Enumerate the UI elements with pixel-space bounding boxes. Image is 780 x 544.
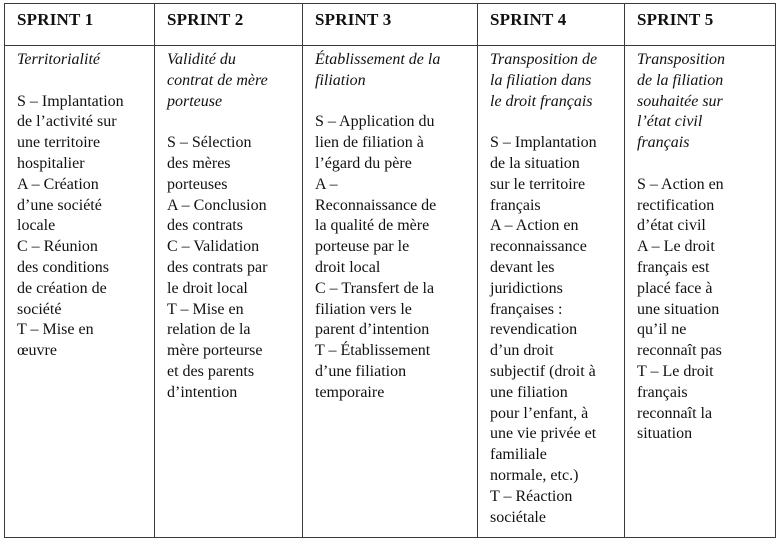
sprint-body-line: la qualité de mère (315, 217, 430, 235)
sprint-body-line: familiale (490, 446, 547, 464)
sprint-body-line: d’état civil (637, 217, 706, 235)
sprint-body-line: T – Réaction (490, 487, 573, 505)
sprint-title-line: le droit français (490, 92, 593, 110)
sprint-body-line: reconnaissance (490, 238, 587, 256)
sprint-cell (625, 46, 776, 538)
sprint-body-line: français (490, 196, 541, 214)
sprint-body-line: mère porteurse (167, 342, 263, 360)
sprint-cell (478, 46, 625, 538)
sprint-body-line: reconnaît la (637, 404, 713, 422)
sprint-body-line: situation (637, 425, 693, 443)
sprint-title-line: filiation (315, 71, 366, 89)
sprint-body-line: françaises : (490, 300, 563, 318)
sprint-table (4, 3, 776, 538)
column-header: SPRINT 2 (155, 4, 303, 46)
sprint-title-line: porteuse (167, 92, 223, 110)
sprint-body-line: des contrats par (167, 258, 268, 276)
sprint-body (315, 112, 473, 403)
sprint-body-line: S – Implantation (17, 92, 124, 110)
sprint-body-line: français est (637, 258, 710, 276)
sprint-cell (155, 46, 303, 538)
column-header: SPRINT 5 (625, 4, 776, 46)
sprint-body-line: S – Implantation (490, 134, 597, 152)
sprint-title-line: de la filiation (637, 71, 724, 89)
column-header: SPRINT 1 (5, 4, 155, 46)
sprint-body-line: droit local (315, 258, 381, 276)
sprint-title-line: la filiation dans (490, 71, 592, 89)
sprint-body-line: C – Validation (167, 238, 260, 256)
sprint-body-line: des contrats (167, 217, 243, 235)
sprint-body-line: le droit local (167, 279, 248, 297)
column-header: SPRINT 4 (478, 4, 625, 46)
sprint-body-line: A – Création (17, 175, 99, 193)
sprint-title (637, 50, 771, 154)
sprint-body-line: filiation vers le (315, 300, 412, 318)
sprint-body-line: A – Le droit (637, 238, 715, 256)
sprint-body (637, 175, 771, 445)
sprint-body-line: d’intention (167, 383, 238, 401)
sprint-body-line: une vie privée et (490, 425, 597, 443)
sprint-body-line: juridictions (490, 279, 563, 297)
sprint-body-line: des mères (167, 154, 231, 172)
sprint-body-line: T – Mise en (167, 300, 244, 318)
content-row (5, 46, 776, 538)
sprint-body-line: parent d’intention (315, 321, 430, 339)
sprint-body-line: T – Établissement (315, 342, 431, 360)
sprint-body-line: relation de la (167, 321, 251, 339)
sprint-body-line: devant les (490, 258, 555, 276)
sprint-body-line: locale (17, 217, 56, 235)
header-row (5, 4, 776, 46)
sprint-title (315, 50, 473, 92)
sprint-body-line: subjectif (droit à (490, 362, 596, 380)
sprint-title (167, 50, 298, 112)
sprint-body-line: temporaire (315, 383, 385, 401)
sprint-body-line: A – (315, 175, 338, 193)
sprint-body-line: rectification (637, 196, 715, 214)
sprint-body-line: T – Le droit (637, 362, 714, 380)
sprint-body-line: C – Transfert de la (315, 279, 435, 297)
sprint-body-line: d’un droit (490, 342, 554, 360)
sprint-body-line: de la situation (490, 154, 580, 172)
sprint-body-line: S – Action en (637, 175, 724, 193)
sprint-body-line: C – Réunion (17, 238, 98, 256)
sprint-title-line: Validité du (167, 51, 236, 68)
sprint-body-line: reconnaît pas (637, 342, 722, 360)
sprint-body-line: T – Mise en (17, 321, 94, 339)
sprint-body-line: placé face à (637, 279, 713, 297)
sprint-title (17, 50, 150, 71)
sprint-body-line: revendication (490, 321, 578, 339)
sprint-body-line: société (17, 300, 62, 318)
sprint-body-line: S – Application du (315, 113, 435, 131)
sprint-title-line: Établissement de la (315, 51, 441, 68)
sprint-body-line: œuvre (17, 342, 57, 360)
sprint-title-line: contrat de mère (167, 71, 268, 89)
sprint-title-line: Transposition (637, 51, 726, 68)
sprint-body-line: une territoire (17, 134, 101, 152)
sprint-cell (303, 46, 478, 538)
sprint-title (490, 50, 620, 112)
sprint-body-line: normale, etc.) (490, 466, 579, 484)
sprint-body-line: lien de filiation à (315, 134, 424, 152)
sprint-body-line: qu’il ne (637, 321, 687, 339)
sprint-body-line: de création de (17, 279, 107, 297)
sprint-title-line: français (637, 134, 690, 152)
sprint-body-line: d’une filiation (315, 362, 407, 380)
sprint-title-line: souhaitée sur (637, 92, 723, 110)
sprint-body-line: sur le territoire (490, 175, 586, 193)
sprint-title-line: Transposition de (490, 51, 598, 68)
sprint-body-line: et des parents (167, 362, 255, 380)
sprint-body (490, 133, 620, 528)
sprint-body-line: porteuses (167, 175, 228, 193)
sprint-body-line: français (637, 383, 688, 401)
sprint-body-line: l’égard du père (315, 154, 412, 172)
sprint-body-line: S – Sélection (167, 134, 252, 152)
sprint-body-line: pour l’enfant, à (490, 404, 589, 422)
sprint-body-line: A – Action en (490, 217, 579, 235)
sprint-title-line: Territorialité (17, 51, 100, 68)
sprint-body-line: sociétale (490, 508, 546, 526)
sprint-body-line: d’une société (17, 196, 102, 214)
sprint-body-line: Reconnaissance de (315, 196, 437, 214)
sprint-body-line: porteuse par le (315, 238, 410, 256)
sprint-body-line: de l’activité sur (17, 113, 117, 131)
sprint-body-line: une situation (637, 300, 720, 318)
sprint-body (17, 92, 150, 362)
sprint-cell (5, 46, 155, 538)
sprint-body-line: A – Conclusion (167, 196, 267, 214)
sprint-body-line: hospitalier (17, 154, 85, 172)
column-header: SPRINT 3 (303, 4, 478, 46)
sprint-title-line: l’état civil (637, 113, 703, 131)
sprint-body-line: des conditions (17, 258, 109, 276)
sprint-body (167, 133, 298, 403)
sprint-body-line: une filiation (490, 383, 568, 401)
